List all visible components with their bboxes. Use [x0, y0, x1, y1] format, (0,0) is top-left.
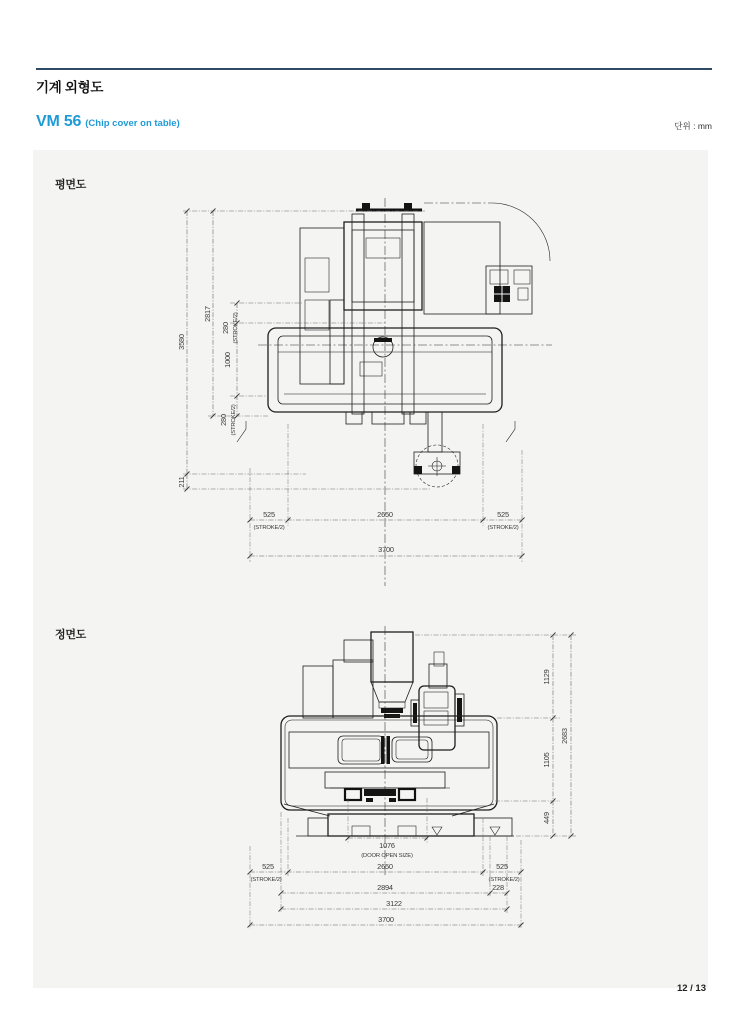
dim-plan-280-top-note: (STROKE/2) — [233, 312, 239, 344]
model-name: VM 56 — [36, 113, 82, 130]
dim-front-228: 228 — [492, 883, 504, 892]
dim-plan-211: 211 — [177, 476, 186, 488]
dim-plan-525-right: 525 — [497, 510, 509, 519]
dim-front-525-right: 525 — [496, 862, 508, 871]
front-view-drawing — [225, 620, 585, 940]
dim-front-1076-note: (DOOR OPEN SIZE) — [361, 853, 413, 859]
plan-dimensions — [177, 209, 525, 563]
model-note: (Chip cover on table) — [85, 118, 180, 129]
dim-plan-3700: 3700 — [378, 545, 394, 554]
dim-front-2683: 2683 — [560, 728, 569, 744]
plan-view-label: 평면도 — [55, 179, 86, 191]
dim-plan-525-left: 525 — [263, 510, 275, 519]
dim-plan-280-bottom: 280 — [219, 414, 228, 426]
dim-front-449: 449 — [542, 812, 551, 824]
dim-front-2894: 2894 — [377, 883, 393, 892]
header-rule — [36, 68, 712, 70]
dim-front-3122: 3122 — [386, 899, 402, 908]
dim-front-2650: 2650 — [377, 862, 393, 871]
plan-view-drawing — [175, 195, 570, 575]
page-title: 기계 외형도 — [36, 80, 104, 95]
model-row — [36, 113, 712, 131]
front-view-label: 정면도 — [55, 629, 86, 641]
dim-plan-525-left-note: (STROKE/2) — [253, 525, 285, 531]
unit-label: 단위 : mm — [674, 121, 712, 131]
dim-plan-280-top: 280 — [221, 322, 230, 334]
dim-plan-2650: 2650 — [377, 510, 393, 519]
dim-plan-1000: 1000 — [223, 352, 232, 368]
dim-plan-280-bottom-note: (STROKE/2) — [231, 404, 237, 436]
front-machine-outline — [281, 626, 514, 877]
dim-front-1105: 1105 — [542, 752, 551, 768]
dim-front-525-left-note: (STROKE/2) — [250, 877, 282, 883]
page-number: 12 / 13 — [676, 983, 706, 994]
dim-plan-525-right-note: (STROKE/2) — [487, 525, 519, 531]
front-dimensions — [248, 633, 577, 930]
dim-front-3700: 3700 — [378, 915, 394, 924]
door-swing-arc — [492, 203, 550, 261]
dim-plan-2817: 2817 — [203, 306, 212, 322]
dim-front-525-right-note: (STROKE/2) — [488, 877, 520, 883]
dim-front-525-left: 525 — [262, 862, 274, 871]
dim-front-1129: 1129 — [542, 669, 551, 685]
dim-plan-3580: 3580 — [177, 334, 186, 350]
dim-front-1076: 1076 — [379, 841, 395, 850]
